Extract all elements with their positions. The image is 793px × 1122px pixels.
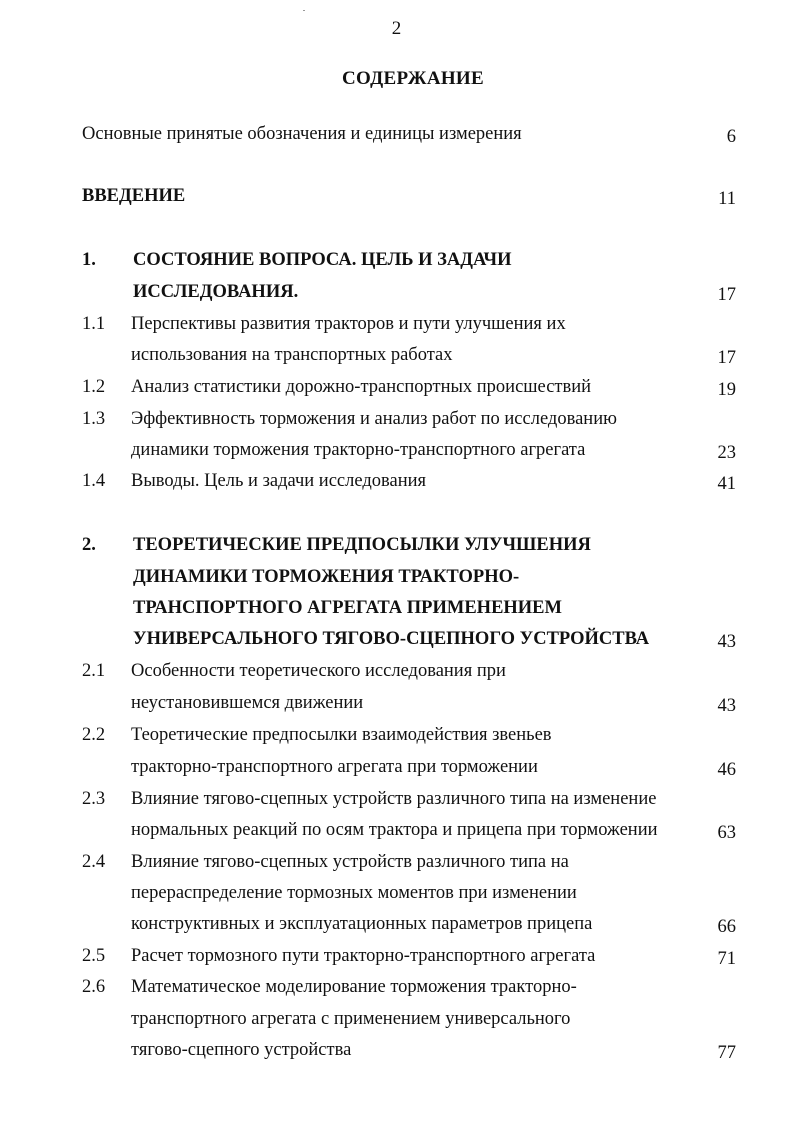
chapter-2-title-line: УНИВЕРСАЛЬНОГО ТЯГОВО-СЦЕПНОГО УСТРОЙСТВА: [133, 629, 650, 649]
section-2-5-page: 71: [717, 949, 736, 969]
scan-speck: [303, 10, 305, 11]
chapter-2-title-line: ТЕОРЕТИЧЕСКИЕ ПРЕДПОСЫЛКИ УЛУЧШЕНИЯ: [133, 535, 591, 555]
toc-entry-intro: ВВЕДЕНИЕ: [82, 186, 186, 206]
chapter-1-title-line: ИССЛЕДОВАНИЯ.: [133, 282, 299, 302]
section-1-1-title-line: использования на транспортных работах: [131, 345, 453, 365]
section-2-1-number: 2.1: [82, 661, 106, 681]
section-1-3-title-line: Эффективность торможения и анализ работ по исследованию: [131, 409, 617, 429]
section-2-4-title-line: Влияние тягово-сцепных устройств различного типа на: [131, 852, 569, 872]
section-2-3-title-line: Влияние тягово-сцепных устройств различного типа на изменение: [131, 789, 657, 809]
chapter-2-number: 2.: [82, 535, 96, 555]
section-2-6-number: 2.6: [82, 977, 106, 997]
section-2-4-title-line: перераспределение тормозных моментов при изменении: [131, 883, 577, 903]
section-2-3-page: 63: [717, 823, 736, 843]
toc-page-chapter-2: 43: [717, 632, 736, 652]
section-2-1-page: 43: [717, 696, 736, 716]
section-2-5-number: 2.5: [82, 946, 106, 966]
toc-page-notation: 6: [726, 127, 736, 147]
section-1-3-page: 23: [717, 443, 736, 463]
section-1-2-page: 19: [717, 380, 736, 400]
section-1-2-title-line: Анализ статистики дорожно-транспортных происшествий: [131, 377, 592, 397]
page-number: 2: [391, 18, 402, 39]
section-2-6-page: 77: [717, 1043, 736, 1063]
section-2-3-number: 2.3: [82, 789, 106, 809]
section-2-6-title-line: транспортного агрегата с применением универсального: [131, 1009, 571, 1029]
section-1-2-number: 1.2: [82, 377, 106, 397]
toc-page-chapter-1: 17: [717, 285, 736, 305]
chapter-1-number: 1.: [82, 250, 96, 270]
section-1-4-title-line: Выводы. Цель и задачи исследования: [131, 471, 427, 491]
section-2-2-title-line: Теоретические предпосылки взаимодействия звеньев: [131, 725, 552, 745]
section-2-3-title-line: нормальных реакций по осям трактора и прицепа при торможении: [131, 820, 658, 840]
section-2-6-title-line: Математическое моделирование торможения тракторно-: [131, 977, 577, 997]
section-1-1-title-line: Перспективы развития тракторов и пути улучшения их: [131, 314, 566, 334]
section-2-2-title-line: тракторно-транспортного агрегата при торможении: [131, 757, 538, 777]
section-1-3-number: 1.3: [82, 409, 106, 429]
section-1-4-number: 1.4: [82, 471, 106, 491]
section-2-2-number: 2.2: [82, 725, 106, 745]
section-1-3-title-line: динамики торможения тракторно-транспортного агрегата: [131, 440, 586, 460]
section-1-1-page: 17: [717, 348, 736, 368]
chapter-2-title-line: ДИНАМИКИ ТОРМОЖЕНИЯ ТРАКТОРНО-: [133, 567, 520, 587]
section-2-4-page: 66: [717, 917, 736, 937]
section-2-5-title-line: Расчет тормозного пути тракторно-транспортного агрегата: [131, 946, 596, 966]
section-2-4-title-line: конструктивных и эксплуатационных параметров прицепа: [131, 914, 593, 934]
section-1-4-page: 41: [717, 474, 736, 494]
chapter-2-title-line: ТРАНСПОРТНОГО АГРЕГАТА ПРИМЕНЕНИЕМ: [133, 598, 562, 618]
section-2-4-number: 2.4: [82, 852, 106, 872]
chapter-1-title-line: СОСТОЯНИЕ ВОПРОСА. ЦЕЛЬ И ЗАДАЧИ: [133, 250, 512, 270]
toc-page-intro: 11: [718, 189, 736, 209]
section-2-1-title-line: Особенности теоретического исследования при: [131, 661, 506, 681]
toc-entry-notation: Основные принятые обозначения и единицы измерения: [82, 124, 522, 144]
section-2-1-title-line: неустановившемся движении: [131, 693, 364, 713]
section-2-6-title-line: тягово-сцепного устройства: [131, 1040, 352, 1060]
toc-title: СОДЕРЖАНИЕ: [342, 68, 484, 89]
section-2-2-page: 46: [717, 760, 736, 780]
section-1-1-number: 1.1: [82, 314, 106, 334]
